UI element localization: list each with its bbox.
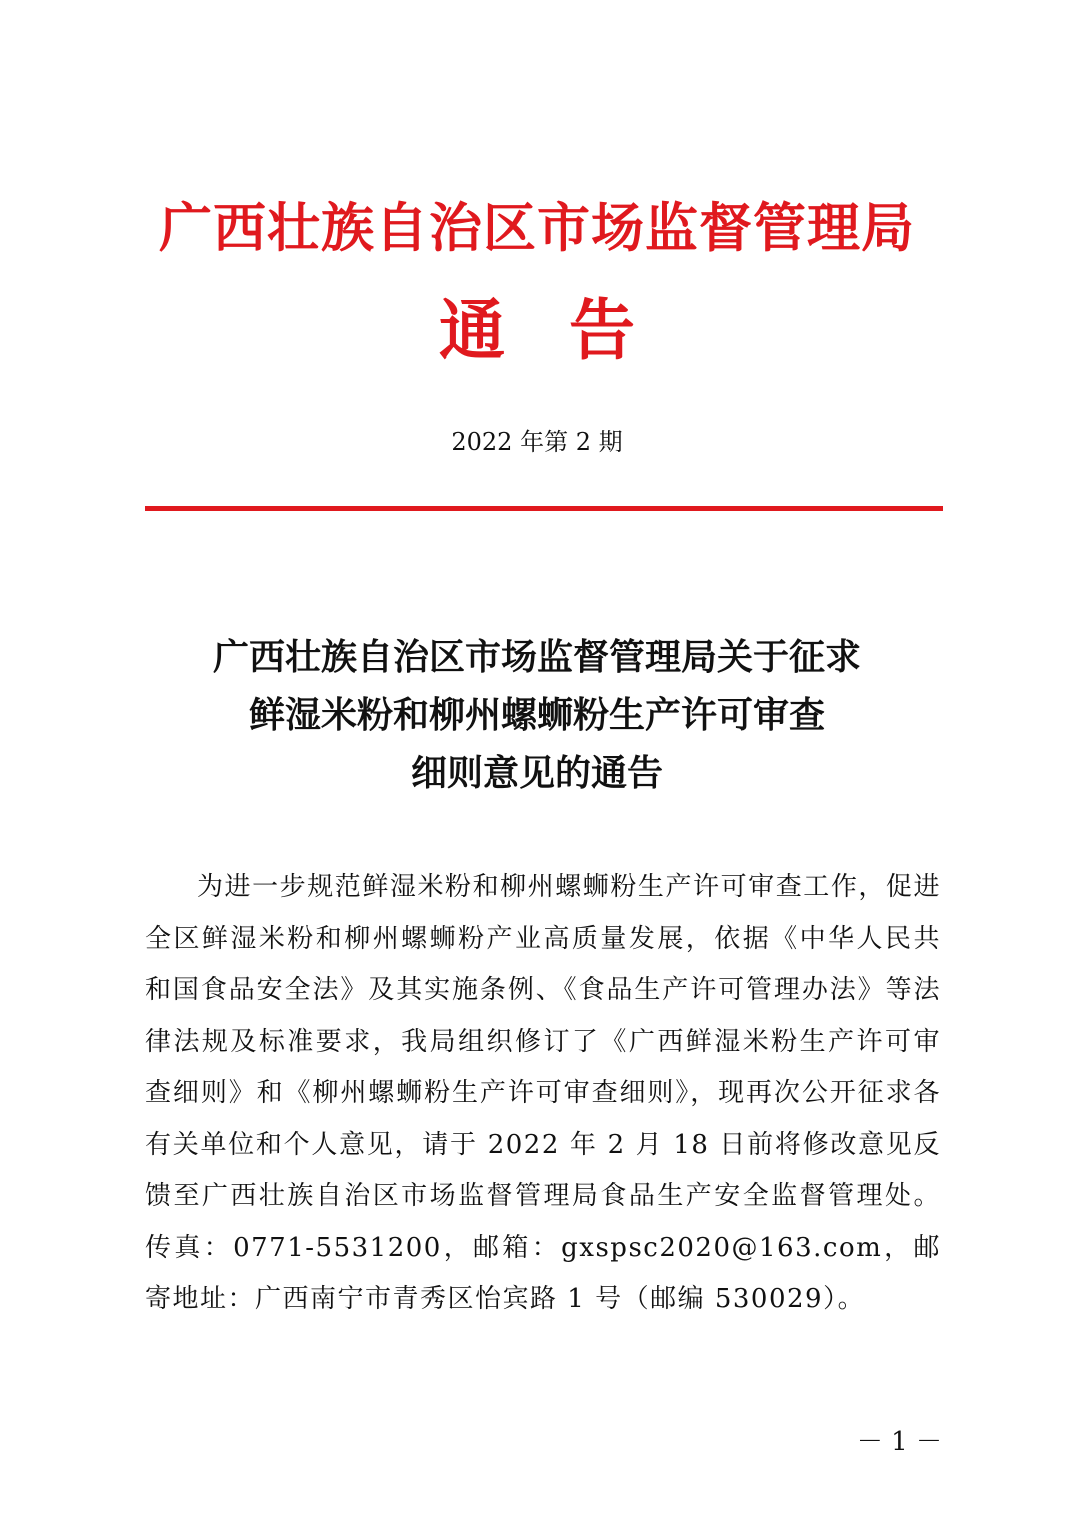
document-title [0, 628, 1074, 802]
agency-masthead: 广西壮族自治区市场监督管理局 [159, 197, 915, 259]
notice-heading-char-2: 告 [569, 291, 635, 369]
notice-heading [0, 290, 1074, 370]
document-title-line-1: 广西壮族自治区市场监督管理局关于征求 [212, 636, 861, 678]
document-title-line-2: 鲜湿米粉和柳州螺蛳粉生产许可审查 [248, 694, 825, 736]
notice-heading-char-1: 通 [439, 291, 505, 369]
page-number: － 1 － [856, 1427, 942, 1457]
body-paragraph: 为进一步规范鲜湿米粉和柳州螺蛳粉生产许可审查工作，促进全区鲜湿米粉和柳州螺蛳粉产业高质量发展，依据《中华人民共和国食品安全法》及其实施条例、《食品生产许可管理办法》等法律法规及标准要求，我局组织修订了《广西鲜湿米粉生产许可审查细则》和《柳州螺蛳粉生产许可审查细则》，现再次公开征求各有关单位和个人意见，请于 2022 年 2 月 18 日前将修改意见反馈至广西壮族自治区市场监督管理局食品生产安全监督管理处。传真：0771-5531200，邮箱：gxspsc2020@163.com，邮寄地址：广西南宁市青秀区怡宾路 1 号（邮编 530029）。 [145, 872, 941, 1314]
document-title-line-3: 细则意见的通告 [410, 752, 663, 794]
red-divider-line [145, 506, 943, 511]
issue-number: 2022 年第 2 期 [451, 428, 623, 456]
